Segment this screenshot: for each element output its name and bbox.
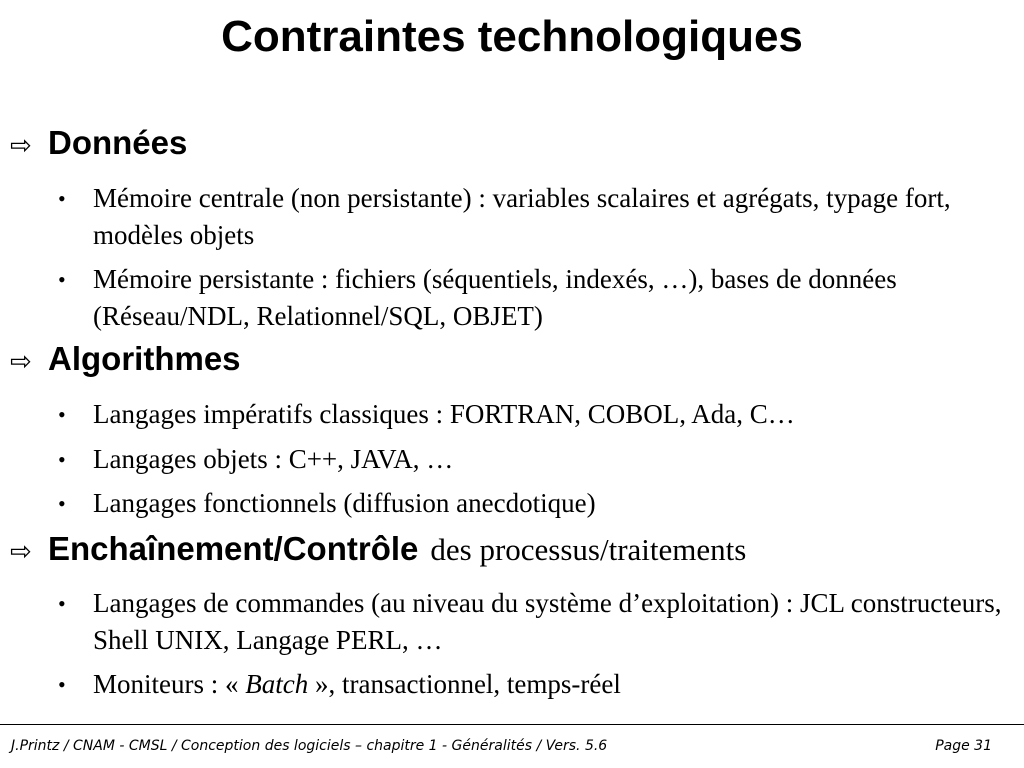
bullet-item (58, 666, 1018, 703)
bullet-text: Langages de commandes (au niveau du système d’exploitation) : JCL constructeurs, Shell UNIX, Langage PERL, … (93, 588, 1002, 655)
bullet-text: Langages objets : C++, JAVA, … (93, 444, 454, 474)
bullet-text: Mémoire persistante : fichiers (séquentiels, indexés, …), bases de données (Réseau/NDL, Relationnel/SQL, OBJET) (93, 264, 897, 331)
bullet-text-after: », transactionnel, temps-réel (308, 669, 621, 699)
bullet-text: Langages fonctionnels (diffusion anecdotique) (93, 488, 596, 518)
section-algorithmes (10, 340, 241, 378)
bullet-text-italic: Batch (245, 669, 309, 699)
bullet-dot-icon: • (58, 402, 66, 427)
bullet-item (58, 261, 1018, 335)
bullet-text-before: Moniteurs : « (93, 669, 246, 699)
bullet-text: Langages impératifs classiques : FORTRAN, COBOL, Ada, C… (93, 399, 795, 429)
section-enchainement (10, 530, 746, 568)
bullet-item (58, 485, 1018, 522)
bullet-dot-icon: • (58, 186, 66, 211)
section-donnees (10, 124, 187, 162)
arrow-icon: ⇨ (10, 347, 32, 377)
footer-text: J.Printz / CNAM - CMSL / Conception des logiciels – chapitre 1 - Généralités / Vers. 5.6 (11, 738, 608, 754)
arrow-icon: ⇨ (10, 131, 32, 161)
bullet-dot-icon: • (58, 591, 66, 616)
footer-divider (0, 724, 1024, 725)
bullet-item (58, 441, 1018, 478)
section-heading: Données (48, 124, 188, 161)
bullet-text: Mémoire centrale (non persistante) : variables scalaires et agrégats, typage fort, modèles objets (93, 183, 951, 250)
page-number: Page 31 (935, 738, 992, 754)
bullet-dot-icon: • (58, 672, 66, 697)
bullet-item (58, 585, 1018, 659)
bullet-item (58, 396, 1018, 433)
bullet-dot-icon: • (58, 447, 66, 472)
bullet-dot-icon: • (58, 267, 66, 292)
section-heading: Algorithmes (48, 340, 241, 377)
bullet-item (58, 180, 1018, 254)
section-heading-tail: des processus/traitements (430, 532, 747, 567)
slide-title: Contraintes technologiques (221, 12, 803, 61)
bullet-text (93, 666, 1018, 703)
section-heading: Enchaînement/Contrôle (48, 530, 419, 567)
arrow-icon: ⇨ (10, 537, 32, 567)
bullet-dot-icon: • (58, 491, 66, 516)
